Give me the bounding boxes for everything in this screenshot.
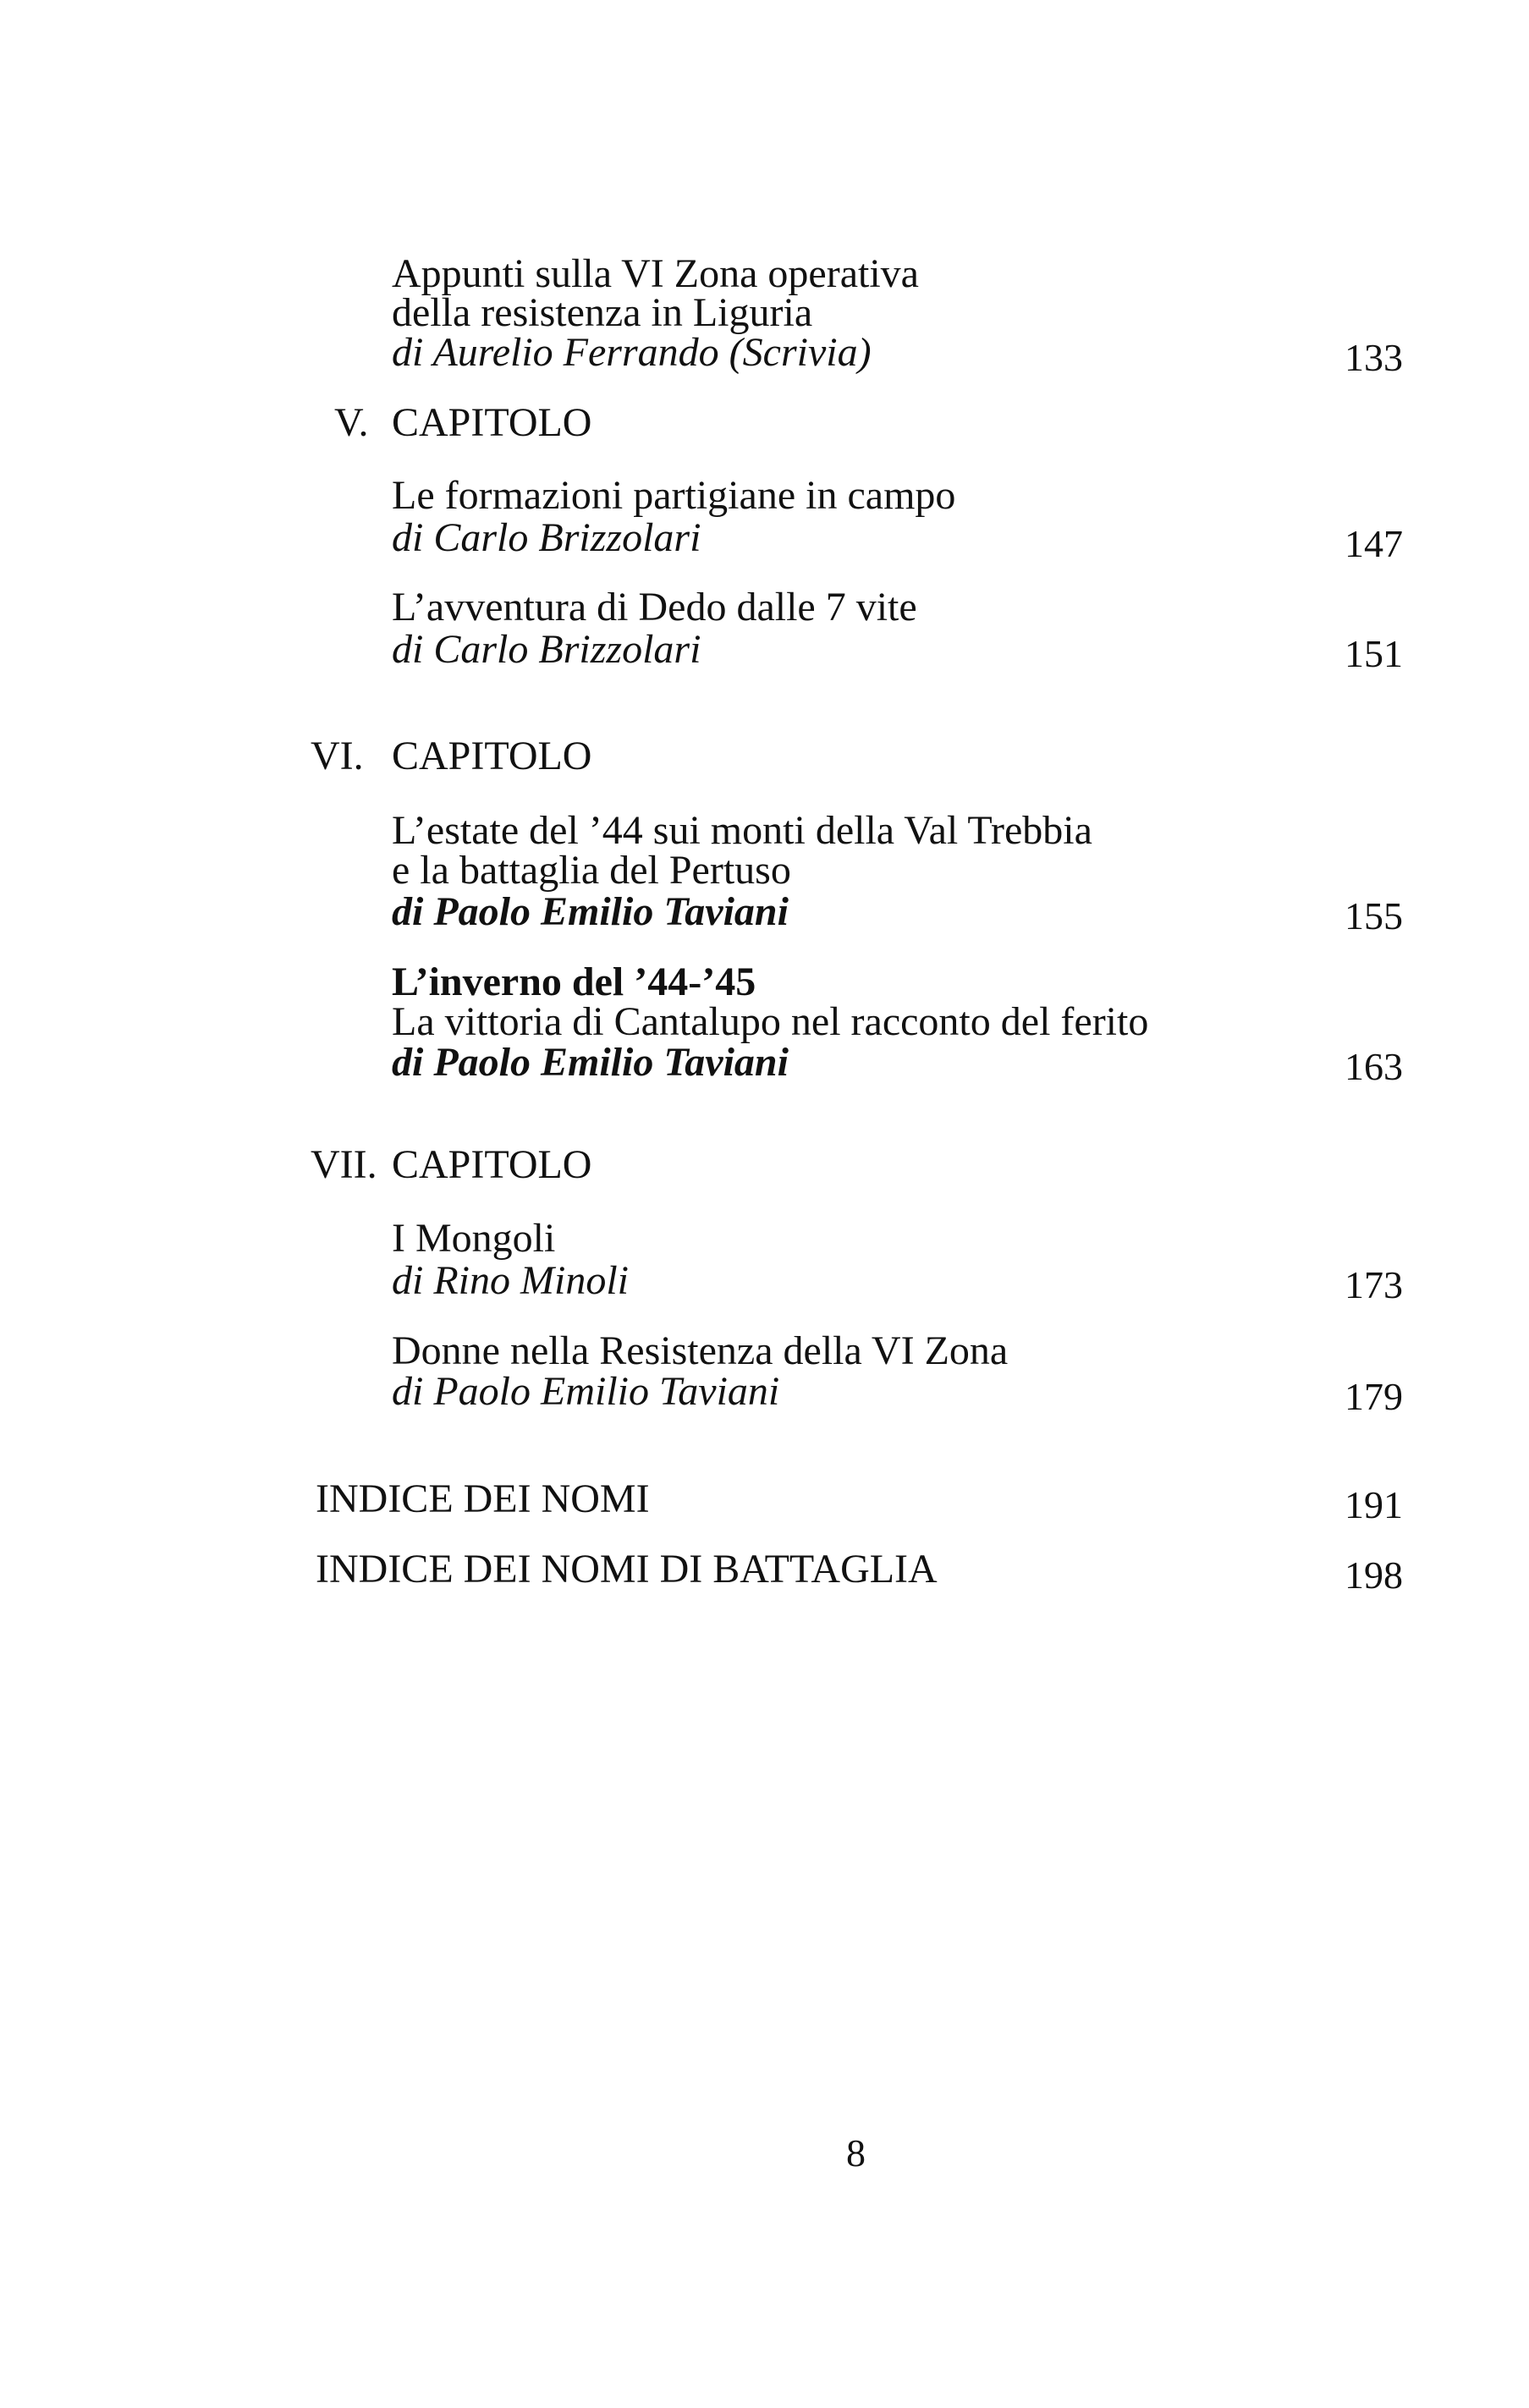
entry-title-line: L’avventura di Dedo dalle 7 vite — [392, 585, 917, 629]
page-number: 8 — [846, 2131, 866, 2174]
entry-page-number: 173 — [1345, 1263, 1403, 1306]
entry-page-number: 133 — [1345, 336, 1403, 379]
entry-author: di Paolo Emilio Taviani — [392, 889, 789, 934]
entry-title-line: L’estate del ’44 sui monti della Val Trebbia — [392, 808, 1092, 853]
entry-title-line: Le formazioni partigiane in campo — [392, 473, 956, 518]
index-heading: INDICE DEI NOMI DI BATTAGLIA — [316, 1547, 938, 1592]
chapter-roman: V. — [334, 400, 369, 445]
index-heading: INDICE DEI NOMI — [316, 1476, 650, 1521]
entry-author: di Carlo Brizzolari — [392, 627, 701, 672]
entry-title-line: La vittoria di Cantalupo nel racconto del ferito — [392, 999, 1149, 1044]
entry-page-number: 147 — [1345, 522, 1403, 565]
entry-title-line: e la battaglia del Pertuso — [392, 848, 791, 893]
entry-title-line: I Mongoli — [392, 1216, 556, 1261]
chapter-roman: VI. — [311, 734, 364, 778]
chapter-roman: VII. — [311, 1142, 377, 1187]
entry-title-line: della resistenza in Liguria — [392, 290, 813, 335]
entry-page-number: 179 — [1345, 1375, 1403, 1418]
entry-author: di Rino Minoli — [392, 1258, 629, 1303]
entry-page-number: 155 — [1345, 894, 1403, 937]
chapter-heading: CAPITOLO — [392, 734, 592, 778]
entry-page-number: 163 — [1345, 1045, 1403, 1088]
entry-author: di Paolo Emilio Taviani — [392, 1369, 780, 1414]
chapter-heading: CAPITOLO — [392, 1142, 592, 1187]
entry-title-line: Donne nella Resistenza della VI Zona — [392, 1328, 1009, 1373]
entry-author: di Aurelio Ferrando (Scrivia) — [392, 330, 872, 375]
entry-author: di Carlo Brizzolari — [392, 515, 701, 560]
chapter-heading: CAPITOLO — [392, 400, 592, 445]
entry-author: di Paolo Emilio Taviani — [392, 1040, 789, 1085]
entry-title-line: Appunti sulla VI Zona operativa — [392, 251, 919, 296]
entry-page-number: 151 — [1345, 632, 1403, 675]
entry-page-number: 198 — [1345, 1553, 1403, 1597]
entry-page-number: 191 — [1345, 1483, 1403, 1526]
entry-title-line: L’inverno del ’44-’45 — [392, 959, 756, 1004]
